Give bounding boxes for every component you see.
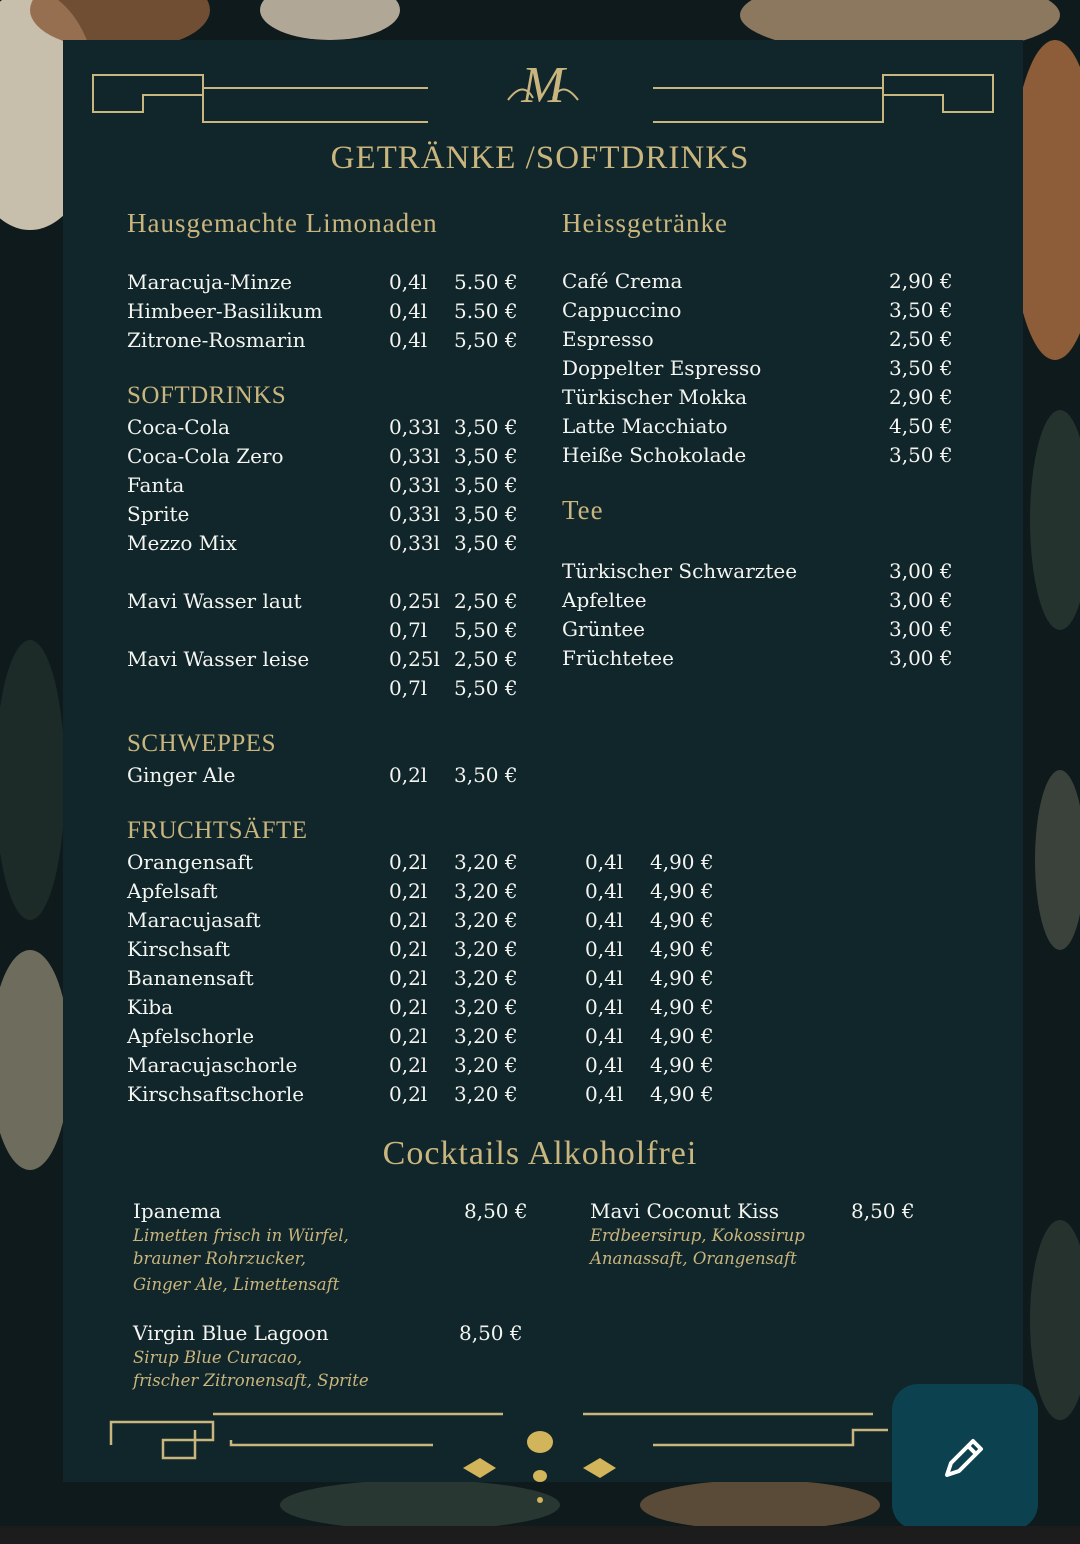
cocktail-description: Sirup Blue Curacao, frischer Zitronensaft, Sprite [133, 1348, 369, 1390]
list-item: Türkischer Mokka 2,90 € [562, 385, 953, 409]
cocktail-description: Erdbeersirup, Kokossirup Ananassaft, Orangensaft [590, 1226, 805, 1268]
list-item: 0,7l 5,50 € [389, 618, 518, 642]
system-nav-bar [0, 1526, 1080, 1544]
svg-text:M: M [521, 57, 565, 114]
pencil-icon [937, 1429, 993, 1485]
section-heading-tee: Tee [562, 495, 604, 525]
cocktail-price: 8,50 € [459, 1321, 523, 1345]
list-item: Himbeer-Basilikum 0,4l 5.50 € [127, 299, 518, 323]
cocktail-name: Mavi Coconut Kiss [590, 1199, 780, 1223]
list-item: Apfelschorle 0,2l 3,20 € 0,4l 4,90 € [127, 1024, 714, 1048]
list-item: Apfeltee 3,00 € [562, 588, 953, 612]
list-item: Kirschsaftschorle 0,2l 3,20 € 0,4l 4,90 € [127, 1082, 714, 1106]
list-item: Früchtetee 3,00 € [562, 646, 953, 670]
top-ornament [63, 40, 1023, 140]
list-item: Kirschsaft 0,2l 3,20 € 0,4l 4,90 € [127, 937, 714, 961]
list-item: Cappuccino 3,50 € [562, 298, 953, 322]
list-item: Mavi Wasser laut 0,25l 2,50 € [127, 589, 518, 613]
cocktail-name: Virgin Blue Lagoon [133, 1321, 329, 1345]
decorative-dot [527, 1431, 553, 1453]
section-heading-fruchtsaefte: FRUCHTSÄFTE [127, 817, 308, 844]
list-item: Apfelsaft 0,2l 3,20 € 0,4l 4,90 € [127, 879, 714, 903]
section-heading-limonaden: Hausgemachte Limonaden [127, 208, 438, 238]
list-item: Café Crema 2,90 € [562, 269, 953, 293]
list-item: Ginger Ale 0,2l 3,50 € [127, 763, 518, 787]
cocktail-description: Limetten frisch in Würfel, brauner Rohrzucker, Ginger Ale, Limettensaft [133, 1226, 349, 1294]
list-item: Mavi Wasser leise 0,25l 2,50 € [127, 647, 518, 671]
list-item: Grüntee 3,00 € [562, 617, 953, 641]
cocktail-price: 8,50 € [464, 1199, 528, 1223]
list-item: Zitrone-Rosmarin 0,4l 5,50 € [127, 328, 518, 352]
list-item: Türkischer Schwarztee 3,00 € [562, 559, 953, 583]
bottom-ornament [63, 1400, 1023, 1510]
page-title: GETRÄNKE /SOFTDRINKS [330, 140, 750, 176]
list-item: Bananensaft 0,2l 3,20 € 0,4l 4,90 € [127, 966, 714, 990]
edit-button[interactable] [892, 1384, 1038, 1530]
list-item: Maracuja-Minze 0,4l 5.50 € [127, 270, 518, 294]
list-item: Sprite 0,33l 3,50 € [127, 502, 518, 526]
list-item: 0,7l 5,50 € [389, 676, 518, 700]
section-heading-cocktails: Cocktails Alkoholfrei [382, 1135, 698, 1172]
list-item: Heiße Schokolade 3,50 € [562, 443, 953, 467]
section-heading-schweppes: SCHWEPPES [127, 730, 276, 757]
cocktail-name: Ipanema [133, 1199, 222, 1223]
list-item: Coca-Cola Zero 0,33l 3,50 € [127, 444, 518, 468]
section-heading-softdrinks: SOFTDRINKS [127, 382, 287, 409]
list-item: Orangensaft 0,2l 3,20 € 0,4l 4,90 € [127, 850, 714, 874]
list-item: Coca-Cola 0,33l 3,50 € [127, 415, 518, 439]
list-item: Maracujasaft 0,2l 3,20 € 0,4l 4,90 € [127, 908, 714, 932]
list-item: Espresso 2,50 € [562, 327, 953, 351]
list-item: Fanta 0,33l 3,50 € [127, 473, 518, 497]
list-item: Latte Macchiato 4,50 € [562, 414, 953, 438]
cocktail-price: 8,50 € [851, 1199, 915, 1223]
list-item: Mezzo Mix 0,33l 3,50 € [127, 531, 518, 555]
list-item: Doppelter Espresso 3,50 € [562, 356, 953, 380]
list-item: Kiba 0,2l 3,20 € 0,4l 4,90 € [127, 995, 714, 1019]
list-item: Maracujaschorle 0,2l 3,20 € 0,4l 4,90 € [127, 1053, 714, 1077]
section-heading-heissgetraenke: Heissgetränke [562, 208, 728, 238]
